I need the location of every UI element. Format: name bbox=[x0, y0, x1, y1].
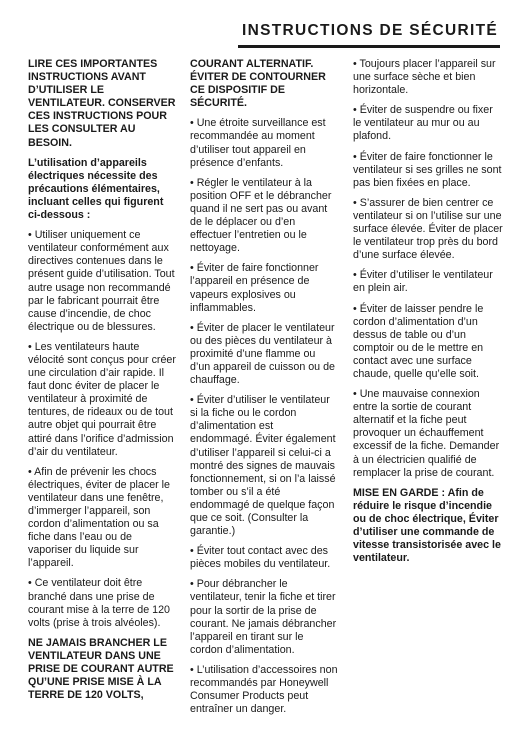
page-title: INSTRUCTIONS DE SÉCURITÉ bbox=[242, 22, 498, 39]
column-3 bbox=[353, 58, 503, 572]
list-item: • Éviter d’utiliser le ventilateur si la fiche ou le cordon d’alimentation est endommagé. Éviter également d’utiliser l’appareil si celui-ci a montré des signes de mauvais fonctionnement, si on l’a laissé tomber ou s’il a été endommagé de quelque façon que ce soit. (Consulter la garantie.) bbox=[190, 394, 336, 538]
list-item: • Utiliser uniquement ce ventilateur conformément aux directives contenues dans le présent guide d’utilisation. Tout autre usage non recommandé par le fabricant pourrait être cause d’incendie, de choc électrique ou de blessures. bbox=[28, 229, 175, 333]
list-item: • Ce ventilateur doit être branché dans une prise de courant mise à la terre de 120 volts (prise à trois alvéoles). bbox=[28, 577, 170, 629]
list-item: • Afin de prévenir les chocs électriques, éviter de placer le ventilateur dans une fenêtre, d’immerger l’appareil, son cordon d’alimentation ou sa fiche dans l’eau ou de vaporiser du liquide sur l’appareil. bbox=[28, 465, 170, 570]
column-2 bbox=[190, 58, 338, 723]
list-item: • S’assurer de bien centrer ce ventilateur si on l’utilise sur une surface élevée. Éviter de placer le ventilateur trop près du bord d’une surface élevée. bbox=[353, 196, 503, 262]
list-item: • Éviter de faire fonctionner le ventilateur si ses grilles ne sont pas bien fixées en place. bbox=[353, 150, 502, 189]
precautions-heading: L’utilisation d’appareils électriques nécessite des précautions élémentaires, incluant celles qui figurent ci-dessous : bbox=[28, 156, 164, 222]
list-item: • Les ventilateurs haute vélocité sont conçus pour créer une circulation d’air rapide. Il faut donc éviter de placer le ventilateur à proximité de tentures, de rideaux ou de tout autre objet qui pourrait être attiré dans l’orifice d’admission d’air du ventilateur. bbox=[28, 340, 176, 458]
grounding-warning-continued: COURANT ALTERNATIF. ÉVITER DE CONTOURNER CE DISPOSITIF DE SÉCURITÉ. bbox=[190, 58, 326, 110]
list-item: • Une mauvaise connexion entre la sortie de courant alternatif et la fiche peut provoquer un échauffement excessif de la fiche. Demander à un électricien qualifié de remplacer la prise de courant. bbox=[353, 388, 500, 479]
column-1 bbox=[28, 58, 176, 709]
list-item: • Éviter d’utiliser le ventilateur en plein air. bbox=[353, 269, 493, 295]
list-item: • Éviter de suspendre ou fixer le ventilateur au mur ou au plafond. bbox=[353, 104, 493, 143]
list-item: • L’utilisation d’accessoires non recommandés par Honeywell Consumer Products peut entraîner un danger. bbox=[190, 663, 338, 716]
list-item: • Éviter de laisser pendre le cordon d’alimentation d’un dessus de table ou d’un comptoir ou de le mettre en contact avec une surface chaude, quelle qu’elle soit. bbox=[353, 302, 484, 380]
grounding-warning: NE JAMAIS BRANCHER LE VENTILATEUR DANS UNE PRISE DE COURANT AUTRE QU’UNE PRISE MISE À LA TERRE DE 120 VOLTS, bbox=[28, 636, 174, 702]
list-item: • Régler le ventilateur à la position OFF et le débrancher quand il ne sert pas ou avant de le déplacer ou d’en effectuer l’entretien ou le nettoyage. bbox=[190, 176, 332, 255]
list-item: • Une étroite surveillance est recommandée au moment d’utiliser tout appareil en présence d’enfants. bbox=[190, 117, 326, 169]
intro-instructions: LIRE CES IMPORTANTES INSTRUCTIONS AVANT D’UTILISER LE VENTILATEUR. CONSERVER CES INSTRUCTIONS POUR LES CONSULTER AU BESOIN. bbox=[28, 58, 176, 149]
list-item: • Éviter de placer le ventilateur ou des pièces du ventilateur à proximité d’une flamme ou d’un appareil de cuisson ou de chauffage. bbox=[190, 321, 335, 387]
list-item: • Pour débrancher le ventilateur, tenir la fiche et tirer pour la sortir de la prise de courant. Ne jamais débrancher l’appareil en tirant sur le cordon d’alimentation. bbox=[190, 578, 337, 656]
page-header bbox=[238, 22, 500, 52]
list-item: • Éviter de faire fonctionner l’appareil en présence de vapeurs explosives ou inflammables. bbox=[190, 262, 319, 314]
header-rule bbox=[238, 45, 500, 48]
list-item: • Éviter tout contact avec des pièces mobiles du ventilateur. bbox=[190, 545, 331, 571]
caution-notice: MISE EN GARDE : Afin de réduire le risque d’incendie ou de choc électrique, Éviter d’utiliser une commande de vitesse transistorisée avec le ventilateur. bbox=[353, 486, 501, 565]
list-item: • Toujours placer l’appareil sur une surface sèche et bien horizontale. bbox=[353, 58, 496, 97]
